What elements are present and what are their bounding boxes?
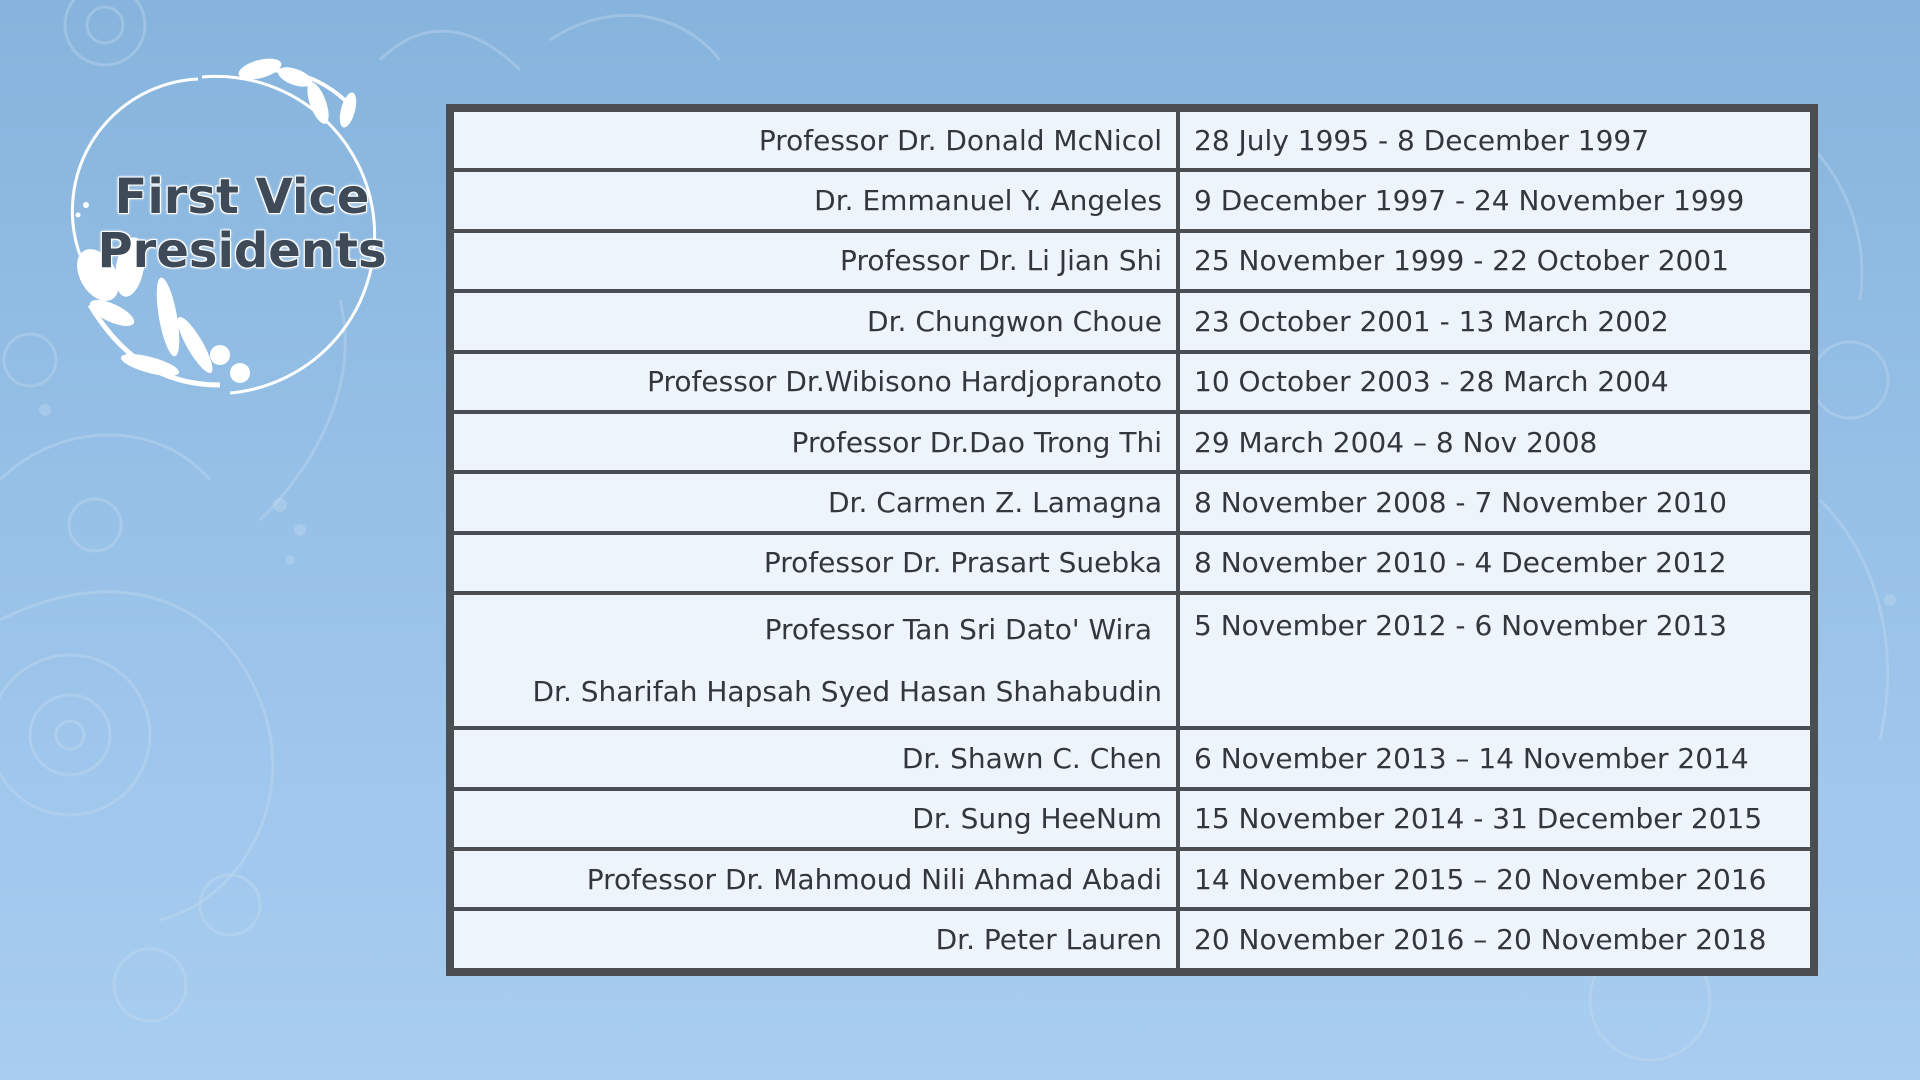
name-cell: Dr. Chungwon Choue bbox=[452, 291, 1178, 351]
term-cell: 14 November 2015 – 20 November 2016 bbox=[1178, 849, 1812, 909]
table-row bbox=[452, 849, 1812, 909]
term-cell: 29 March 2004 – 8 Nov 2008 bbox=[1178, 412, 1812, 472]
table-row bbox=[452, 789, 1812, 849]
term-cell: 15 November 2014 - 31 December 2015 bbox=[1178, 789, 1812, 849]
table-row bbox=[452, 231, 1812, 291]
term-cell: 20 November 2016 – 20 November 2018 bbox=[1178, 909, 1812, 970]
table-row bbox=[452, 352, 1812, 412]
table-row bbox=[452, 291, 1812, 351]
table-row bbox=[452, 728, 1812, 788]
name-cell: Professor Dr.Wibisono Hardjopranoto bbox=[452, 352, 1178, 412]
term-cell: 8 November 2008 - 7 November 2010 bbox=[1178, 472, 1812, 532]
table-row bbox=[452, 472, 1812, 532]
officers-table-frame bbox=[446, 104, 1818, 976]
term-cell: 25 November 1999 - 22 October 2001 bbox=[1178, 231, 1812, 291]
term-cell: 28 July 1995 - 8 December 1997 bbox=[1178, 110, 1812, 170]
term-cell: 8 November 2010 - 4 December 2012 bbox=[1178, 533, 1812, 593]
table-row bbox=[452, 110, 1812, 170]
name-line: Dr. Sharifah Hapsah Syed Hasan Shahabudin bbox=[532, 674, 1162, 708]
name-cell: Professor Dr.Dao Trong Thi bbox=[452, 412, 1178, 472]
page-title-line1: First Vice bbox=[114, 169, 370, 225]
name-cell: Professor Dr. Prasart Suebka bbox=[452, 533, 1178, 593]
officers-table bbox=[450, 108, 1814, 972]
name-cell: Dr. Shawn C. Chen bbox=[452, 728, 1178, 788]
term-cell: 9 December 1997 - 24 November 1999 bbox=[1178, 170, 1812, 230]
term-cell: 10 October 2003 - 28 March 2004 bbox=[1178, 352, 1812, 412]
name-cell: Professor Dr. Li Jian Shi bbox=[452, 231, 1178, 291]
term-cell: 23 October 2001 - 13 March 2002 bbox=[1178, 291, 1812, 351]
name-cell: Dr. Sung HeeNum bbox=[452, 789, 1178, 849]
table-row bbox=[452, 412, 1812, 472]
name-line: Professor Tan Sri Dato' Wira bbox=[764, 612, 1152, 646]
table-row bbox=[452, 593, 1812, 728]
page-title-line2: Presidents bbox=[97, 223, 387, 279]
name-cell: Dr. Emmanuel Y. Angeles bbox=[452, 170, 1178, 230]
name-cell: Dr. Peter Lauren bbox=[452, 909, 1178, 970]
name-cell: Dr. Carmen Z. Lamagna bbox=[452, 472, 1178, 532]
name-cell: Professor Dr. Donald McNicol bbox=[452, 110, 1178, 170]
term-cell: 6 November 2013 – 14 November 2014 bbox=[1178, 728, 1812, 788]
table-row bbox=[452, 909, 1812, 970]
name-cell bbox=[452, 593, 1178, 728]
name-cell: Professor Dr. Mahmoud Nili Ahmad Abadi bbox=[452, 849, 1178, 909]
term-cell: 5 November 2012 - 6 November 2013 bbox=[1178, 593, 1812, 728]
table-row bbox=[452, 170, 1812, 230]
table-row bbox=[452, 533, 1812, 593]
page-title bbox=[92, 170, 392, 278]
